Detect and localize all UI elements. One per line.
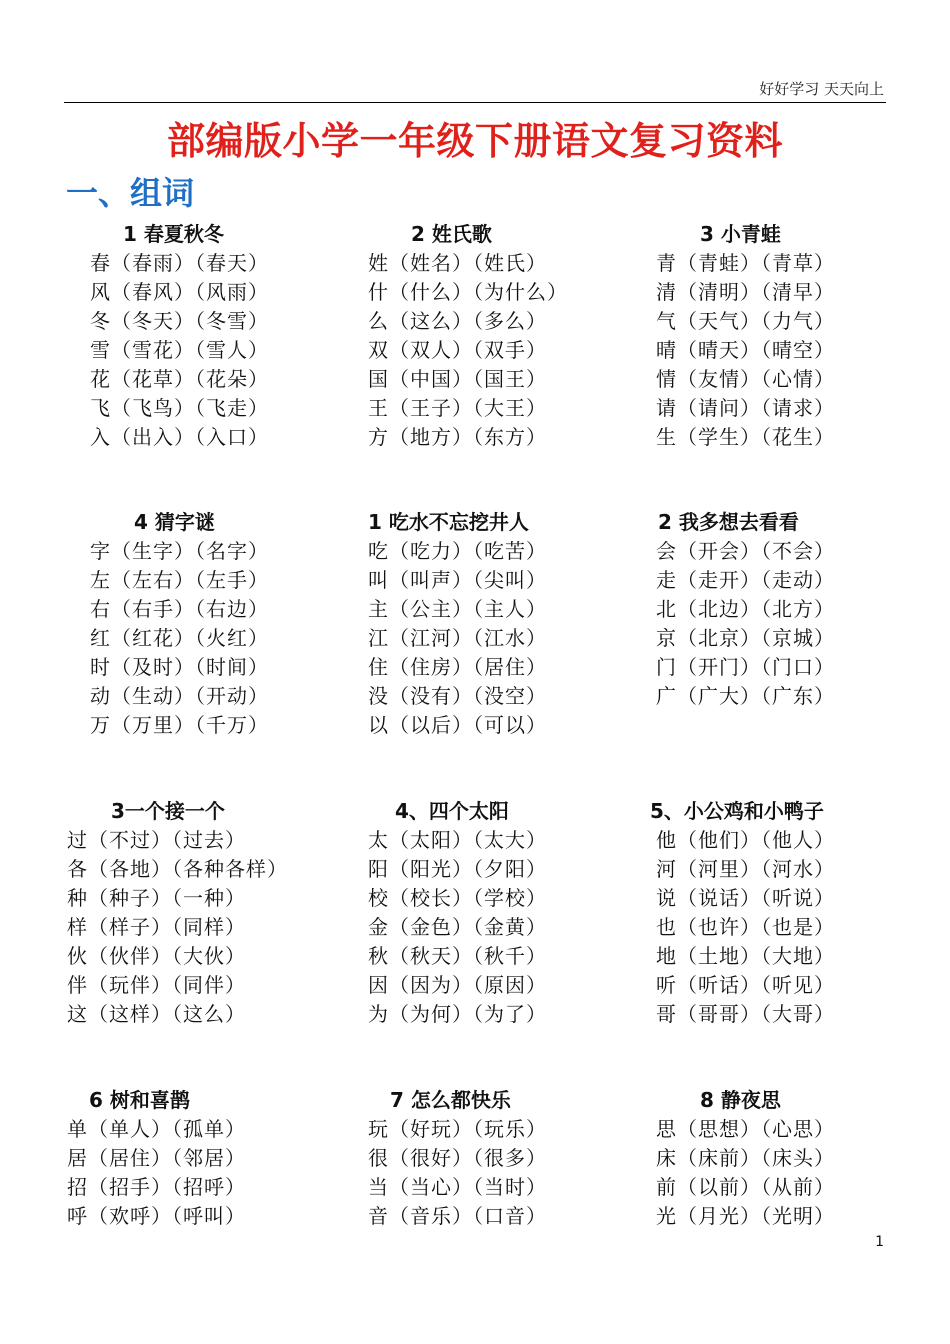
word-row: 为（为何）（为了） (368, 1002, 547, 1026)
word-row: 金（金色）（金黄） (368, 915, 547, 939)
word-row: 前（以前）（从前） (656, 1175, 835, 1199)
lesson-group-chunxiaqiudong (90, 220, 360, 452)
lesson-group-xingshige (368, 220, 638, 452)
word-row: 各（各地）（各种各样） (67, 857, 288, 881)
word-row: 动（生动）（开动） (90, 684, 269, 708)
word-row: 生（学生）（花生） (656, 425, 835, 449)
lesson-title: 8 静夜思 (700, 1088, 781, 1112)
page-number: 1 (875, 1234, 884, 1250)
lesson-group-jingyesi (656, 1086, 926, 1231)
word-row: 左（左右）（左手） (90, 568, 269, 592)
word-row: 过（不过）（过去） (67, 828, 246, 852)
word-row: 时（及时）（时间） (90, 655, 269, 679)
word-row: 叫（叫声）（尖叫） (368, 568, 547, 592)
word-row: 伙（伙伴）（大伙） (67, 944, 246, 968)
word-row: 样（样子）（同样） (67, 915, 246, 939)
header-text: 好好学习 天天向上 (759, 80, 884, 98)
lesson-title: 2 我多想去看看 (658, 510, 799, 534)
word-row: 太（太阳）（太大） (368, 828, 547, 852)
word-row: 晴（晴天）（晴空） (656, 338, 835, 362)
word-row: 门（开门）（门口） (656, 655, 835, 679)
word-row: 地（土地）（大地） (656, 944, 835, 968)
word-row: 春（春雨）（春天） (90, 251, 269, 275)
word-row: 这（这样）（这么） (67, 1002, 246, 1026)
word-row: 会（开会）（不会） (656, 539, 835, 563)
lesson-title: 6 树和喜鹊 (89, 1088, 190, 1112)
word-row: 校（校长）（学校） (368, 886, 547, 910)
word-row: 玩（好玩）（玩乐） (368, 1117, 547, 1141)
word-row: 说（说话）（听说） (656, 886, 835, 910)
word-row: 北（北边）（北方） (656, 597, 835, 621)
word-row: 种（种子）（一种） (67, 886, 246, 910)
word-row: 思（思想）（心思） (656, 1117, 835, 1141)
lesson-title: 4、四个太阳 (395, 799, 509, 823)
word-row: 红（红花）（火红） (90, 626, 269, 650)
lesson-group-sigetaiyang (368, 797, 638, 1029)
page-header (64, 78, 886, 103)
lesson-title: 4 猜字谜 (134, 510, 215, 534)
word-row: 他（他们）（他人） (656, 828, 835, 852)
lesson-group-xiaoqingwa (656, 220, 926, 452)
word-row: 右（右手）（右边） (90, 597, 269, 621)
word-row: 单（单人）（孤单） (67, 1117, 246, 1141)
word-row: 也（也许）（也是） (656, 915, 835, 939)
lesson-title: 3 小青蛙 (700, 222, 781, 246)
section-heading: 一、组词 (66, 174, 195, 212)
lesson-title: 1 吃水不忘挖井人 (368, 510, 529, 534)
word-row: 居（居住）（邻居） (67, 1146, 246, 1170)
word-row: 住（住房）（居住） (368, 655, 547, 679)
word-row: 万（万里）（千万） (90, 713, 269, 737)
word-row: 王（王子）（大王） (368, 396, 547, 420)
document-title: 部编版小学一年级下册语文复习资料 (166, 119, 783, 163)
word-row: 字（生字）（名字） (90, 539, 269, 563)
word-row: 京（北京）（京城） (656, 626, 835, 650)
word-row: 入（出入）（入口） (90, 425, 269, 449)
word-row: 秋（秋天）（秋千） (368, 944, 547, 968)
lesson-group-woduoxiang (656, 508, 926, 711)
word-row: 气（天气）（力气） (656, 309, 835, 333)
lesson-group-caiziimi (90, 508, 360, 740)
word-row: 呼（欢呼）（呼叫） (67, 1204, 246, 1228)
word-row: 么（这么）（多么） (368, 309, 547, 333)
word-row: 冬（冬天）（冬雪） (90, 309, 269, 333)
word-row: 床（床前）（床头） (656, 1146, 835, 1170)
word-row: 走（走开）（走动） (656, 568, 835, 592)
word-row: 雪（雪花）（雪人） (90, 338, 269, 362)
word-row: 双（双人）（双手） (368, 338, 547, 362)
word-row: 青（青蛙）（青草） (656, 251, 835, 275)
lesson-title: 7 怎么都快乐 (390, 1088, 511, 1112)
word-row: 广（广大）（广东） (656, 684, 835, 708)
word-row: 什（什么）（为什么） (368, 280, 568, 304)
word-row: 河（河里）（河水） (656, 857, 835, 881)
word-row: 没（没有）（没空） (368, 684, 547, 708)
word-row: 江（江河）（江水） (368, 626, 547, 650)
word-row: 风（春风）（风雨） (90, 280, 269, 304)
word-row: 听（听话）（听见） (656, 973, 835, 997)
lesson-title: 1 春夏秋冬 (123, 222, 224, 246)
lesson-group-yigejieyige (67, 797, 337, 1029)
word-row: 招（招手）（招呼） (67, 1175, 246, 1199)
word-row: 光（月光）（光明） (656, 1204, 835, 1228)
lesson-group-shuhexique (67, 1086, 337, 1231)
word-row: 哥（哥哥）（大哥） (656, 1002, 835, 1026)
lesson-group-zenmeduokuaile (368, 1086, 638, 1231)
word-row: 请（请问）（请求） (656, 396, 835, 420)
lesson-title: 5、小公鸡和小鸭子 (650, 799, 824, 823)
lesson-title: 3一个接一个 (111, 799, 225, 823)
word-row: 因（因为）（原因） (368, 973, 547, 997)
lesson-group-xiaogongji (650, 797, 926, 1029)
word-row: 姓（姓名）（姓氏） (368, 251, 547, 275)
word-row: 飞（飞鸟）（飞走） (90, 396, 269, 420)
word-row: 方（地方）（东方） (368, 425, 547, 449)
word-row: 吃（吃力）（吃苦） (368, 539, 547, 563)
word-row: 主（公主）（主人） (368, 597, 547, 621)
word-row: 伴（玩伴）（同伴） (67, 973, 246, 997)
word-row: 情（友情）（心情） (656, 367, 835, 391)
word-row: 很（很好）（很多） (368, 1146, 547, 1170)
lesson-group-chishuibuwang (368, 508, 638, 740)
word-row: 国（中国）（国王） (368, 367, 547, 391)
word-row: 花（花草）（花朵） (90, 367, 269, 391)
word-row: 阳（阳光）（夕阳） (368, 857, 547, 881)
word-row: 清（清明）（清早） (656, 280, 835, 304)
lesson-title: 2 姓氏歌 (411, 222, 492, 246)
word-row: 以（以后）（可以） (368, 713, 547, 737)
word-row: 当（当心）（当时） (368, 1175, 547, 1199)
word-row: 音（音乐）（口音） (368, 1204, 547, 1228)
